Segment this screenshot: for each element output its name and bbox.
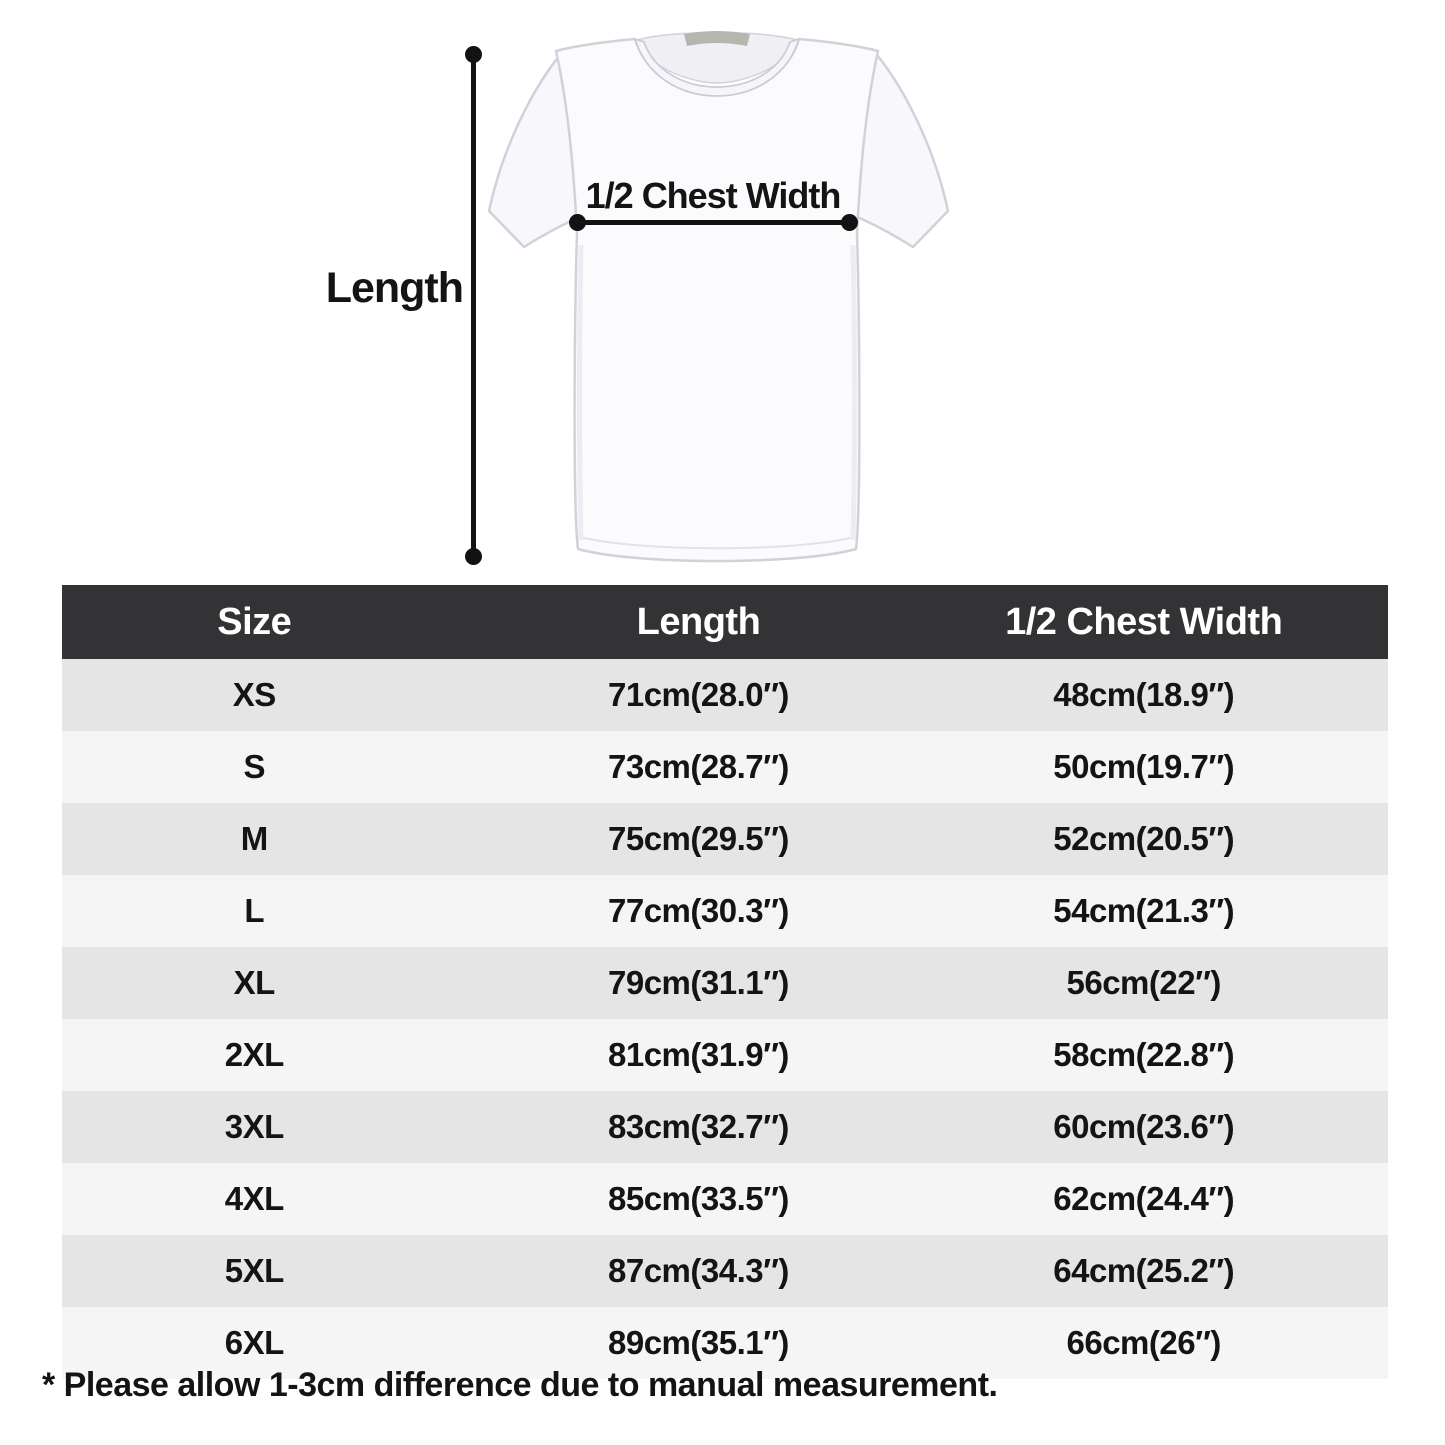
table-row xyxy=(62,1163,1388,1235)
chest-cell: 48cm(18.9″) xyxy=(950,659,1388,731)
length-line-bottom-dot xyxy=(465,548,482,565)
length-cell: 77cm(30.3″) xyxy=(447,875,951,947)
col-header-size: Size xyxy=(62,585,447,659)
size-cell: 4XL xyxy=(62,1163,447,1235)
table-row xyxy=(62,659,1388,731)
size-cell: M xyxy=(62,803,447,875)
chest-cell: 64cm(25.2″) xyxy=(950,1235,1388,1307)
length-cell: 89cm(35.1″) xyxy=(447,1307,951,1379)
length-cell: 75cm(29.5″) xyxy=(447,803,951,875)
size-cell: L xyxy=(62,875,447,947)
length-cell: 73cm(28.7″) xyxy=(447,731,951,803)
tshirt-image xyxy=(480,25,965,570)
chest-cell: 54cm(21.3″) xyxy=(950,875,1388,947)
measurement-disclaimer: * Please allow 1-3cm difference due to manual measurement. xyxy=(42,1366,998,1404)
table-row xyxy=(62,731,1388,803)
chest-cell: 66cm(26″) xyxy=(950,1307,1388,1379)
length-cell: 81cm(31.9″) xyxy=(447,1019,951,1091)
col-header-chest-width: 1/2 Chest Width xyxy=(950,585,1388,659)
chest-cell: 60cm(23.6″) xyxy=(950,1091,1388,1163)
size-cell: XL xyxy=(62,947,447,1019)
table-row xyxy=(62,947,1388,1019)
chest-cell: 50cm(19.7″) xyxy=(950,731,1388,803)
size-cell: 6XL xyxy=(62,1307,447,1379)
chest-cell: 58cm(22.8″) xyxy=(950,1019,1388,1091)
length-cell: 71cm(28.0″) xyxy=(447,659,951,731)
chest-cell: 56cm(22″) xyxy=(950,947,1388,1019)
table-row xyxy=(62,1235,1388,1307)
length-line-top-dot xyxy=(465,46,482,63)
length-cell: 83cm(32.7″) xyxy=(447,1091,951,1163)
length-measure-line xyxy=(471,54,476,557)
size-cell: 5XL xyxy=(62,1235,447,1307)
table-header-row xyxy=(62,585,1388,659)
size-chart-table xyxy=(62,585,1388,1379)
table-row xyxy=(62,1091,1388,1163)
chest-cell: 52cm(20.5″) xyxy=(950,803,1388,875)
length-cell: 79cm(31.1″) xyxy=(447,947,951,1019)
length-label: Length xyxy=(325,264,463,312)
size-cell: 3XL xyxy=(62,1091,447,1163)
chest-cell: 62cm(24.4″) xyxy=(950,1163,1388,1235)
size-cell: 2XL xyxy=(62,1019,447,1091)
size-cell: XS xyxy=(62,659,447,731)
table-row xyxy=(62,1019,1388,1091)
table-row xyxy=(62,803,1388,875)
chest-measure-line xyxy=(577,220,849,225)
length-cell: 85cm(33.5″) xyxy=(447,1163,951,1235)
length-cell: 87cm(34.3″) xyxy=(447,1235,951,1307)
chest-width-label: 1/2 Chest Width xyxy=(585,175,841,216)
col-header-length: Length xyxy=(447,585,951,659)
size-cell: S xyxy=(62,731,447,803)
table-row xyxy=(62,875,1388,947)
